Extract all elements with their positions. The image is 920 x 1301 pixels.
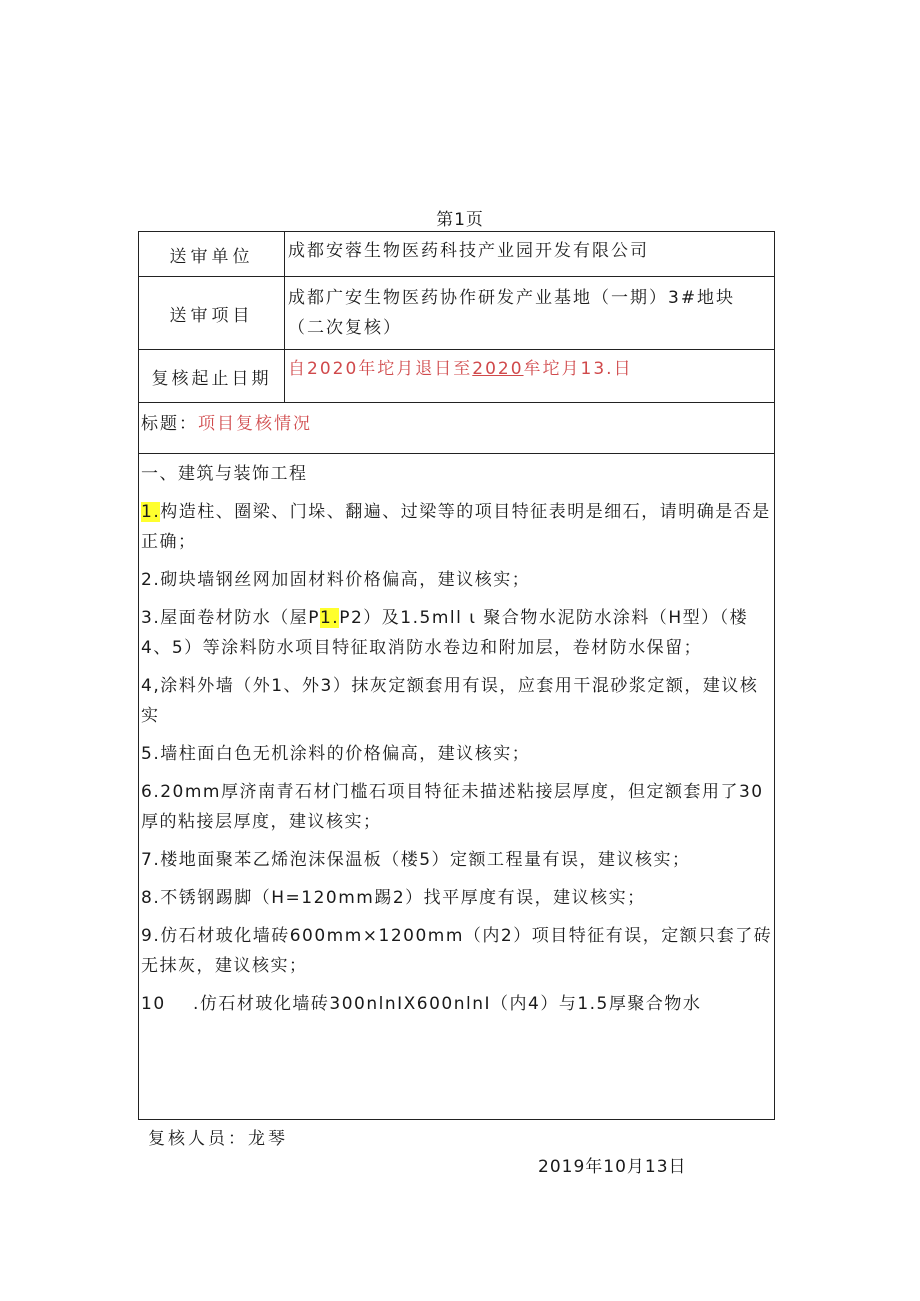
review-period-part-c: 牟坨月13.日 <box>523 359 633 379</box>
submitting-project-value <box>284 277 774 349</box>
item-3-text-b: P2）及1.5mll ι 聚合物水泥防水涂料（H型）（楼4、5）等涂料防水项目特征取消防水卷边和附加层，卷材防水保留； <box>141 608 749 658</box>
section-heading: 一、建筑与装饰工程 <box>141 464 308 484</box>
item-1-text: 构造柱、圈梁、门垛、翻遍、过梁等的项目特征表明是细石，请明确是否是正确； <box>141 502 771 552</box>
finding-item-4: 4,涂料外墙（外1、外3）抹灰定额套用有误，应套用干混砂浆定额，建议核实 <box>141 676 759 726</box>
finding-item-1 <box>141 497 774 557</box>
row-review-period <box>139 350 774 403</box>
row-title <box>139 403 774 454</box>
title-value: 项目复核情况 <box>198 414 312 434</box>
finding-item-8: 8.不锈钢踢脚（H=120mm踢2）找平厚度有误，建议核实； <box>141 888 646 908</box>
finding-item-2: 2.砌块墙钢丝网加固材料价格偏高，建议核实； <box>141 570 531 590</box>
finding-item-9: 9.仿石材玻化墙砖600mm×1200mm（内2）项目特征有误，定额只套了砖无抹灰，建议核实； <box>141 926 773 976</box>
item-1-number: 1. <box>141 502 161 522</box>
review-period-part-b: 2020 <box>472 359 524 379</box>
item-10-text: .仿石材玻化墙砖300nlnIX600nlnI（内4）与1.5厚聚合物水 <box>193 994 702 1014</box>
title-label: 标题： <box>141 414 198 434</box>
submitting-unit-label: 送审单位 <box>139 232 285 276</box>
item-3-text-a: 3.屋面卷材防水（屋P <box>141 608 320 628</box>
item-10-number: 10 <box>141 994 166 1014</box>
finding-item-5: 5.墙柱面白色无机涂料的价格偏高，建议核实； <box>141 744 531 764</box>
page-number: 第1页 <box>436 210 484 230</box>
row-submitting-unit <box>139 232 774 277</box>
review-period-value <box>284 350 774 402</box>
item-3-highlight: 1. <box>319 608 340 628</box>
reviewer-line: 复核人员：龙琴 <box>148 1129 288 1149</box>
review-findings <box>139 454 774 1119</box>
review-period-label: 复核起止日期 <box>139 350 285 402</box>
project-line-1: 成都广安生物医药协作研发产业基地（一期）3#地块 <box>288 288 736 308</box>
submitting-unit-value: 成都安蓉生物医药科技产业园开发有限公司 <box>288 241 649 261</box>
finding-item-3 <box>141 603 774 663</box>
document-date: 2019年10月13日 <box>538 1157 687 1177</box>
finding-item-6: 6.20mm厚济南青石材门槛石项目特征未描述粘接层厚度，但定额套用了30厚的粘接层厚度，建议核实； <box>141 782 764 832</box>
finding-item-7: 7.楼地面聚苯乙烯泡沫保温板（楼5）定额工程量有误，建议核实； <box>141 850 691 870</box>
project-line-2: （二次复核） <box>288 318 402 338</box>
submitting-project-label: 送审项目 <box>139 277 285 349</box>
review-period-part-a: 自2020年坨月退日至 <box>288 359 473 379</box>
finding-item-10 <box>141 989 774 1019</box>
row-submitting-project <box>139 277 774 350</box>
review-form-table <box>138 231 775 1120</box>
